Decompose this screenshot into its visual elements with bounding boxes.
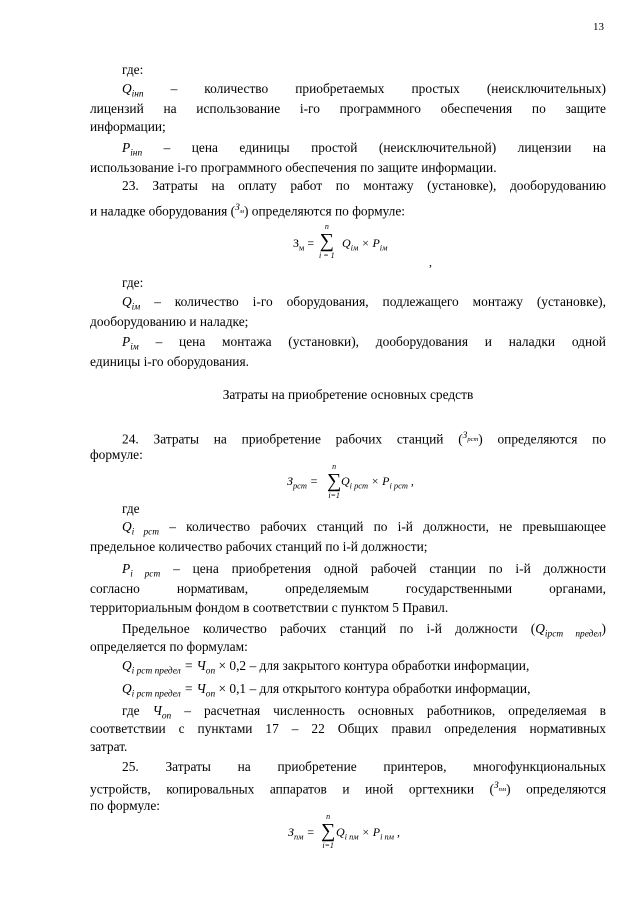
symbol: $P_{i рст}$ <box>122 561 161 580</box>
page-number: 13 <box>593 21 604 33</box>
text-line: лицензий на использование i-го программного обеспечения по защите <box>90 101 606 116</box>
symbol: Зм <box>235 203 244 215</box>
text-line: предельное количество рабочих станций по i-й должности; <box>90 539 428 554</box>
text-line: затрат. <box>90 739 128 754</box>
symbol: $Q_{i рст}$ <box>122 519 160 538</box>
definition-line: $P_{iм}$ – цена монтажа (установки), дооборудования и наладки одной <box>122 334 606 353</box>
text-line: где <box>122 501 140 516</box>
text-line: территориальным фондом в соответствии с пунктом 5 Правил. <box>90 600 449 615</box>
text-line: 25. Затраты на приобретение принтеров, многофункциональных <box>122 759 606 774</box>
text-line: и наладке оборудования ($^{З_м}$) определяются по формуле: <box>90 203 405 219</box>
text-line: устройств, копировальных аппаратов и иной оргтехники ($^{З_{пм}}$) определяются <box>90 781 606 797</box>
text-line: соответствии с пунктами 17 – 22 Общих правил определения нормативных <box>90 721 606 736</box>
text-line: по формуле: <box>90 798 160 813</box>
text-line: использование i-го программного обеспечения по защите информации. <box>90 160 497 175</box>
sum-symbol: n ∑ i=1 <box>321 812 336 850</box>
formula-line: $Q_{i рст предел} = Ч_{оп} \times 0,1$ – для открытого контура обработки информации, <box>122 681 531 700</box>
sum-symbol: n ∑ i=1 <box>327 462 342 500</box>
text-line: согласно нормативам, определяемым государственными органами, <box>90 581 606 596</box>
definition-line: $Q_{iм}$ – количество i-го оборудования, подлежащего монтажу (установке), <box>122 294 606 313</box>
section-heading: Затраты на приобретение основных средств <box>222 387 474 402</box>
text-line: где: <box>122 62 144 77</box>
symbol: Зрст <box>462 431 479 443</box>
text-line: Предельное количество рабочих станций по i-й должности $(Q_{iрст предел})$ <box>122 621 606 640</box>
text-line: 23. Затраты на оплату работ по монтажу (установке), дооборудованию <box>122 178 606 193</box>
text-line: 24. Затраты на приобретение рабочих станций ($^{З_{рст}}$) определяются по <box>122 431 606 447</box>
symbol: Зпм <box>494 781 507 793</box>
text-line: формуле: <box>90 447 143 462</box>
text-line: дооборудованию и наладке; <box>90 314 249 329</box>
text-line: где $Ч_{оп}$ – расчетная численность основных работников, определяемая в <box>122 703 606 722</box>
text-line: единицы i-го оборудования. <box>90 354 249 369</box>
symbol: $Q_{iрст предел}$ <box>535 621 602 640</box>
definition-line: $Q_{i рст}$ – количество рабочих станций по i-й должности, не превышающее <box>122 519 606 538</box>
definition-line: $Q_{інп}$ – количество приобретаемых простых (неисключительных) <box>122 81 606 100</box>
symbol: $Ч_{оп}$ <box>152 703 172 722</box>
symbol: $Q_{інп}$ <box>122 81 144 100</box>
symbol: $P_{iм}$ <box>122 334 139 353</box>
text-line: где: <box>122 275 144 290</box>
formula-line: $Q_{i рст предел} = Ч_{оп} \times 0,2$ – для закрытого контура обработки информации, <box>122 658 530 677</box>
definition-line: $P_{інп}$ – цена единицы простой (неисключительной) лицензии на <box>122 140 606 159</box>
text-line: определяется по формулам: <box>90 639 248 654</box>
text-line: информации; <box>90 119 166 134</box>
definition-line: $P_{i рст}$ – цена приобретения одной рабочей станции по i-й должности <box>122 561 606 580</box>
sum-symbol: n ∑ i = 1 <box>319 222 335 260</box>
symbol: $Q_{iм}$ <box>122 294 141 313</box>
symbol: $P_{інп}$ <box>122 140 143 159</box>
document-page: 13 где: $Q_{інп}$ – количество приобретаемых простых (неисключительных) лицензий на использование i-го программного обеспечения по защите информации; $P_{інп}$ – цена единицы простой (неисключительной) лицензии на использование i-го программного обеспечения по защите информации. 23. Затраты на оплату работ по монтажу (установке), дооборудованию и наладке оборудования ($^{З_м}$) определяются по формуле: $З_м$ = n ∑ i = 1 $Q_{iм} \times P_{iм}$ , где: $Q_{iм}$ – количество i-го оборудования, подлежащего монтажу (установке), дооборудованию и наладке; $P_{iм}$ – цена монтажа (установки), дооборудования и наладки одной единицы i-го оборудования. Затраты на приобретение основных средств 24. Затраты на приобретение рабочих станций ($^{З_{рст}}$) определяются по формуле: $З_{рст}$ = n ∑ i=1 $Q_{i рст} \times P_{i рст}$ , где $Q_{i рст}$ – количество рабочих станций по i-й должности, не превышающее предельное количество рабочих станций по i-й должности; $P_{i рст}$ – цена приобретения одной рабочей станции по i-й должности согласно нормативам, определяемым государственными органами, территориальным фондом в соответствии с пунктом 5 Правил. Предельное количество рабочих станций по i-й должности $(Q_{iрст предел})$ определяется по формулам: $Q_{i рст предел} = Ч_{оп} \times 0,2$ – для закрытого контура обработки информации, $Q_{i рст предел} = Ч_{оп} \times 0,1$ – для открытого контура обработки информации, где $Ч_{оп}$ – расчетная численность основных работников, определяемая в соответствии с пунктами 17 – 22 Общих правил определения нормативных затрат. 25. Затраты на приобретение принтеров, многофункциональных устройств, копировальных аппаратов и иной оргтехники ($^{З_{пм}}$) определяются по формуле: $З_{пм}$ = n ∑ i=1 $Q_{i пм} \times P_{i пм}$ , <box>90 21 606 850</box>
